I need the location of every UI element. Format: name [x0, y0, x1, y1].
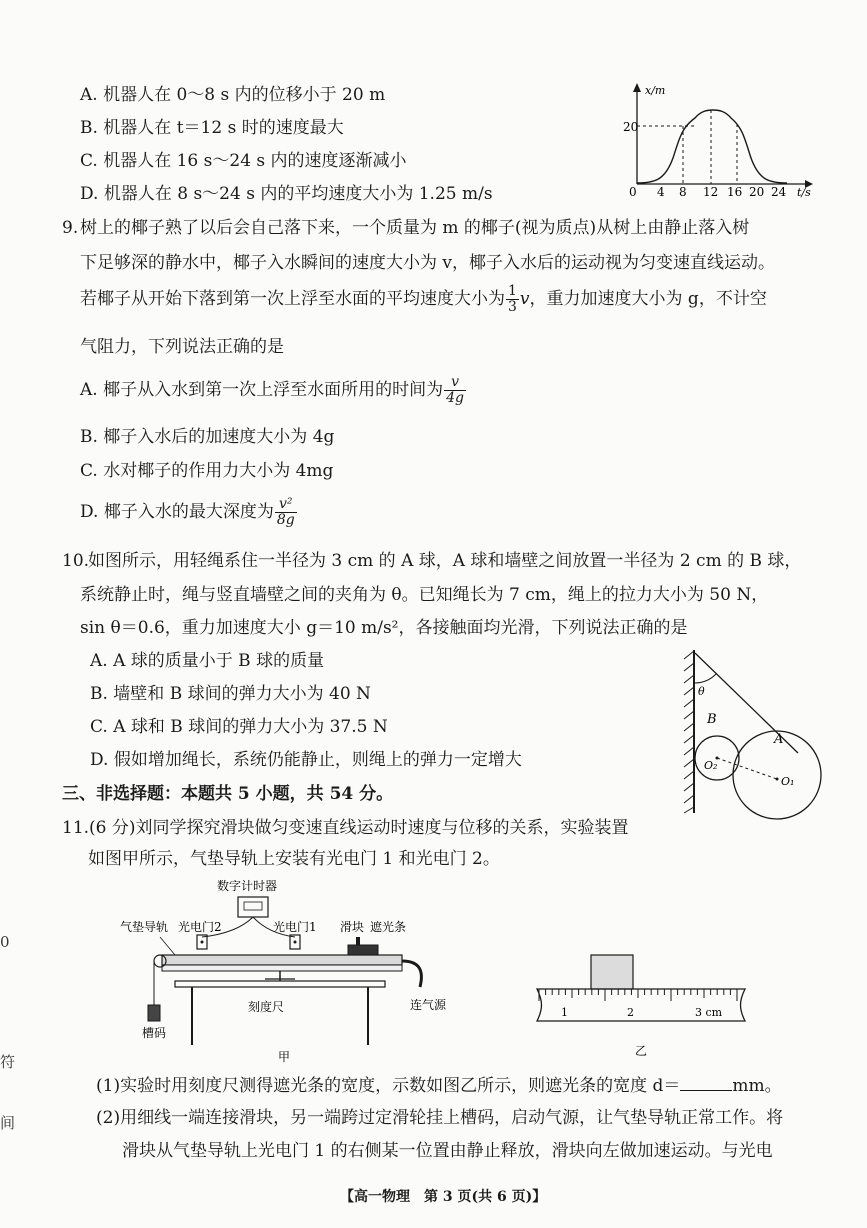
q11-fig-yi-caption: 乙 [635, 1044, 648, 1058]
q8-xt-graph [615, 80, 815, 200]
q11-figure-yi [525, 945, 750, 1065]
q11-fig-yi-tick-2: 2 [627, 1006, 634, 1019]
q11-fig-strip-label: 遮光条 [370, 920, 407, 934]
q11-line-2: 如图甲所示，气垫导轨上安装有光电门 1 和光电门 2。 [88, 849, 500, 869]
margin-fragment-2: 符 [0, 1053, 16, 1071]
q10-fig-theta: θ [698, 685, 705, 698]
q11-fig-gate1-label: 光电门1 [273, 920, 317, 934]
q8-graph-xtick: 4 [657, 185, 665, 199]
q10-line-1: 如图所示，用轻绳系住一半径为 3 cm 的 A 球，A 球和墙壁之间放置一半径为 2 cm 的 B 球， [88, 551, 802, 571]
q8-graph-xlabel: t/s [797, 186, 811, 199]
q9-option-a-num: v [444, 375, 466, 391]
q10-line-3: sin θ＝0.6，重力加速度大小 g＝10 m/s²，各接触面均光滑，下列说法正确的是 [80, 618, 688, 638]
q10-option-a: A. A 球的质量小于 B 球的质量 [90, 651, 325, 671]
q9-number: 9. [62, 218, 79, 238]
q8-option-a: A. 机器人在 0～8 s 内的位移小于 20 m [80, 85, 386, 105]
q11-fig-weight-label: 槽码 [142, 1026, 167, 1040]
q10-fig-label-b: B [707, 712, 717, 727]
q11-answer-blank[interactable] [680, 1074, 732, 1091]
q10-fig-label-o1: O₁ [781, 775, 795, 788]
q8-graph-ytick-20: 20 [623, 120, 639, 134]
q9-line-3-a: 若椰子从开始下落到第一次上浮至水面的平均速度大小为 [80, 289, 505, 309]
q10-number: 10. [62, 551, 90, 571]
q10-option-b: B. 墙壁和 B 球间的弹力大小为 40 N [90, 684, 371, 704]
q11-fig-yi-tick-3: 3 cm [695, 1006, 723, 1019]
q10-fig-label-a: A [774, 732, 784, 747]
q11-sub-1 [96, 1074, 782, 1097]
q11-fig-slider-label: 滑块 [340, 920, 365, 934]
q9-var-v: v [519, 289, 530, 309]
q11-fig-timer-label: 数字计时器 [217, 879, 278, 893]
q8-graph-xtick: 20 [749, 185, 765, 199]
q8-graph-origin: 0 [629, 185, 637, 199]
q11-sub-1-text: (1)实验时用刻度尺测得遮光条的宽度，示数如图乙所示，则遮光条的宽度 d＝ [96, 1076, 681, 1096]
q9-line-3 [80, 284, 767, 315]
q9-option-d [80, 497, 298, 528]
q11-fig-yi-tick-1: 1 [561, 1006, 568, 1019]
q8-option-d: D. 机器人在 8 s～24 s 内的平均速度大小为 1.25 m/s [80, 184, 493, 204]
q8-graph-xtick: 16 [727, 185, 743, 199]
q8-graph-xtick: 8 [679, 185, 687, 199]
q9-option-d-num: v² [275, 497, 297, 513]
q8-option-c: C. 机器人在 16 s～24 s 内的速度逐渐减小 [80, 151, 407, 171]
q8-graph-xtick: 24 [771, 185, 787, 199]
q9-fraction-one-third [506, 284, 519, 315]
q11-figure-jia [120, 875, 460, 1065]
q11-fig-ruler-label: 刻度尺 [248, 1000, 285, 1014]
page-footer: 【高一物理 第 3 页(共 6 页)】 [340, 1189, 547, 1205]
margin-fragment-3: 间 [0, 1114, 16, 1132]
q11-sub-2-line-2: 滑块从气垫导轨上光电门 1 的右侧某一位置由静止释放，滑块向左做加速运动。与光电 [122, 1141, 773, 1161]
section-3-heading: 三、非选择题：本题共 5 小题，共 54 分。 [62, 784, 394, 804]
q11-fig-air-label: 连气源 [410, 998, 447, 1012]
q9-option-a-fraction [444, 375, 466, 406]
q9-line-2: 下足够深的静水中，椰子入水瞬间的速度大小为 v，椰子入水后的运动视为匀变速直线运动。 [80, 253, 776, 273]
q11-fig-rail-label: 气垫导轨 [120, 920, 169, 934]
q9-option-a-text: A. 椰子从入水到第一次上浮至水面所用的时间为 [80, 380, 444, 400]
q9-option-d-den: 8g [276, 512, 295, 528]
q10-fig-label-o2: O₂ [704, 759, 718, 772]
q10-line-2: 系统静止时，绳与竖直墙壁之间的夹角为 θ。已知绳长为 7 cm，绳上的拉力大小为 50 N， [80, 585, 769, 605]
q8-graph-xtick: 12 [703, 185, 719, 199]
margin-fragment-1: 0 [0, 933, 10, 951]
q10-option-d: D. 假如增加绳长，系统仍能静止，则绳上的弹力一定增大 [90, 750, 522, 770]
q11-sub-2-line-1: (2)用细线一端连接滑块，另一端跨过定滑轮挂上槽码，启动气源，让气垫导轨正常工作。将 [96, 1108, 784, 1128]
q9-fraction-den: 3 [508, 299, 517, 315]
q9-option-d-text: D. 椰子入水的最大深度为 [80, 502, 274, 522]
q9-fraction-num: 1 [508, 283, 517, 299]
q9-option-d-fraction [275, 497, 297, 528]
q9-line-4: 气阻力，下列说法正确的是 [80, 337, 284, 357]
q11-sub-1-unit: mm。 [732, 1076, 782, 1096]
q11-fig-gate2-label: 光电门2 [178, 920, 222, 934]
q9-line-1: 树上的椰子熟了以后会自己落下来，一个质量为 m 的椰子(视为质点)从树上由静止落入树 [80, 218, 750, 238]
q9-option-c: C. 水对椰子的作用力大小为 4mg [80, 461, 334, 481]
q8-option-b: B. 机器人在 t＝12 s 时的速度最大 [80, 118, 344, 138]
q8-graph-ylabel: x/m [645, 84, 666, 97]
q9-option-a [80, 375, 467, 406]
q9-line-3-b: ，重力加速度大小为 g，不计空 [529, 289, 767, 309]
q10-figure [680, 645, 855, 820]
q9-option-a-den: 4g [446, 390, 464, 406]
q11-fig-jia-caption: 甲 [278, 1050, 291, 1064]
q10-option-c: C. A 球和 B 球间的弹力大小为 37.5 N [90, 717, 388, 737]
q9-option-b: B. 椰子入水后的加速度大小为 4g [80, 427, 335, 447]
q11-line-1: 11.(6 分)刘同学探究滑块做匀变速直线运动时速度与位移的关系，实验装置 [62, 818, 629, 838]
